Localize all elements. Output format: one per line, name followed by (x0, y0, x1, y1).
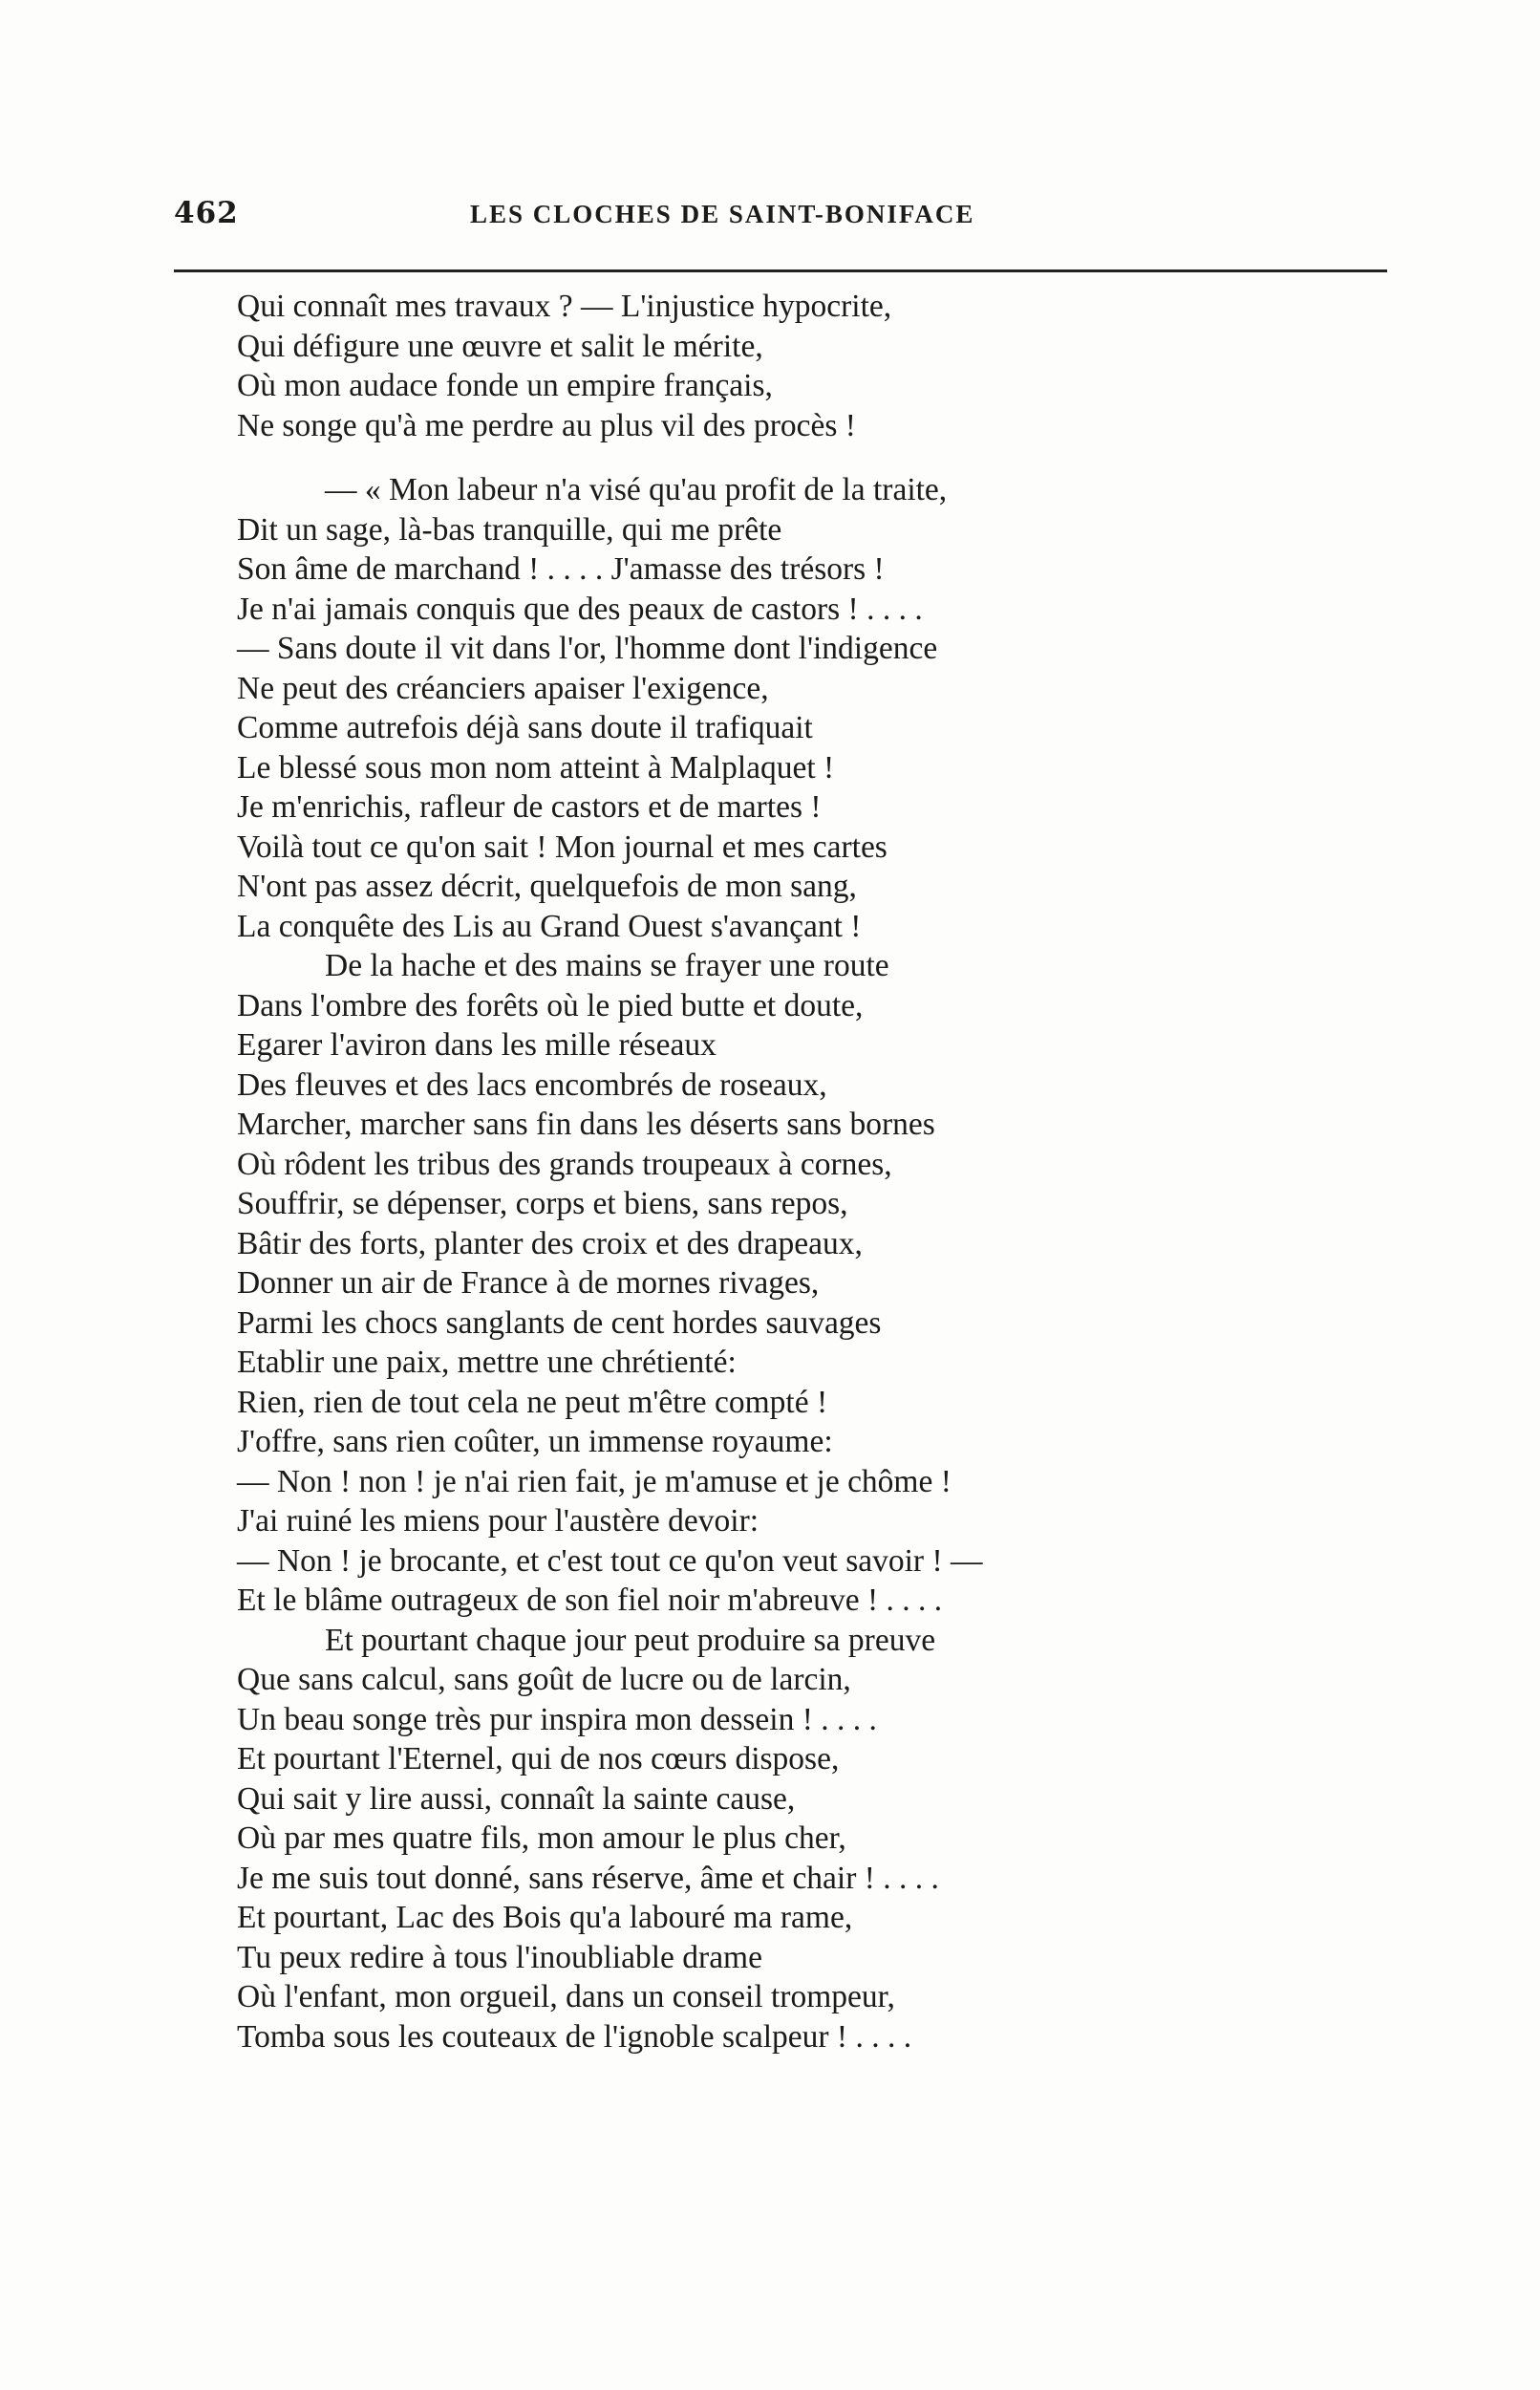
running-title: LES CLOCHES DE SAINT-BONIFACE (470, 200, 975, 228)
verse-line: Etablir une paix, mettre une chrétienté: (237, 1345, 737, 1380)
verse-line: — Sans doute il vit dans l'or, l'homme dont l'indigence (237, 631, 938, 666)
verse-line: Souffrir, se dépenser, corps et biens, sans repos, (237, 1186, 848, 1221)
verse-line: Et le blâme outrageux de son fiel noir m'abreuve ! . . . . (237, 1583, 943, 1618)
verse-line: Où mon audace fonde un empire français, (237, 368, 773, 403)
verse-line: Rien, rien de tout cela ne peut m'être compté ! (237, 1384, 828, 1420)
verse-line: Un beau songe très pur inspira mon dessein ! . . . . (237, 1701, 877, 1737)
verse-line: Que sans calcul, sans goût de lucre ou de larcin, (237, 1662, 851, 1697)
verse-line: — Non ! non ! je n'ai rien fait, je m'amuse et je chôme ! (237, 1463, 952, 1499)
verse-line: Marcher, marcher sans fin dans les déserts sans bornes (237, 1107, 935, 1142)
verse-line: — Non ! je brocante, et c'est tout ce qu'on veut savoir ! — (237, 1542, 983, 1579)
verse-line: Donner un air de France à de mornes rivages, (237, 1265, 820, 1301)
verse-line: Et pourtant, Lac des Bois qu'a labouré ma rame, (237, 1900, 853, 1935)
verse-line: Je me suis tout donné, sans réserve, âme et chair ! . . . . (237, 1860, 939, 1896)
verse-line: Voilà tout ce qu'on sait ! Mon journal et mes cartes (237, 829, 888, 865)
verse-line: Qui défigure une œuvre et salit le mérite, (237, 328, 763, 364)
verse-line: Egarer l'aviron dans les mille réseaux (237, 1027, 717, 1063)
verse-line: La conquête des Lis au Grand Ouest s'avançant ! (237, 908, 862, 944)
header-rule (174, 269, 1387, 272)
poem-body (237, 287, 1336, 2081)
verse-line: Bâtir des forts, planter des croix et des drapeaux, (237, 1225, 863, 1261)
verse-line: J'ai ruiné les miens pour l'austère devoir: (237, 1503, 759, 1539)
verse-line: Ne peut des créanciers apaiser l'exigence, (237, 670, 769, 706)
verse-line: J'offre, sans rien coûter, un immense royaume: (237, 1424, 833, 1459)
verse-line: Des fleuves et des lacs encombrés de roseaux, (237, 1066, 827, 1103)
verse-line: Ne songe qu'à me perdre au plus vil des procès ! (237, 407, 856, 443)
stanza (237, 287, 1336, 445)
verse-line: — « Mon labeur n'a visé qu'au profit de la traite, (325, 472, 948, 507)
verse-line: De la hache et des mains se frayer une route (325, 948, 889, 983)
verse-line: Où rôdent les tribus des grands troupeaux à cornes, (237, 1146, 892, 1182)
verse-line: Qui connaît mes travaux ? — L'injustice hypocrite, (237, 289, 892, 324)
verse-line: Comme autrefois déjà sans doute il trafiquait (237, 710, 813, 745)
verse-line: Où par mes quatre fils, mon amour le plus cher, (237, 1820, 846, 1856)
page-number: 462 (174, 196, 239, 230)
verse-line: Et pourtant l'Eternel, qui de nos cœurs dispose, (237, 1741, 840, 1776)
verse-line: Le blessé sous mon nom atteint à Malplaquet ! (237, 749, 835, 786)
verse-line: Parmi les chocs sanglants de cent hordes sauvages (237, 1304, 882, 1341)
verse-line: Dit un sage, là-bas tranquille, qui me prête (237, 511, 782, 548)
verse-line: Je n'ai jamais conquis que des peaux de castors ! . . . . (237, 591, 923, 627)
page-header (174, 196, 1397, 244)
verse-line: Et pourtant chaque jour peut produire sa preuve (325, 1622, 936, 1658)
verse-line: Tu peux redire à tous l'inoubliable drame (237, 1939, 762, 1975)
verse-line: Qui sait y lire aussi, connaît la sainte cause, (237, 1780, 796, 1817)
verse-line: Son âme de marchand ! . . . . J'amasse des trésors ! (237, 551, 885, 587)
stanza (237, 470, 1336, 2056)
verse-line: Tomba sous les couteaux de l'ignoble scalpeur ! . . . . (237, 2018, 912, 2055)
verse-line: N'ont pas assez décrit, quelquefois de mon sang, (237, 869, 857, 904)
verse-line: Je m'enrichis, rafleur de castors et de martes ! (237, 789, 822, 825)
verse-line: Où l'enfant, mon orgueil, dans un conseil trompeur, (237, 1979, 895, 2014)
verse-line: Dans l'ombre des forêts où le pied butte et doute, (237, 987, 864, 1023)
